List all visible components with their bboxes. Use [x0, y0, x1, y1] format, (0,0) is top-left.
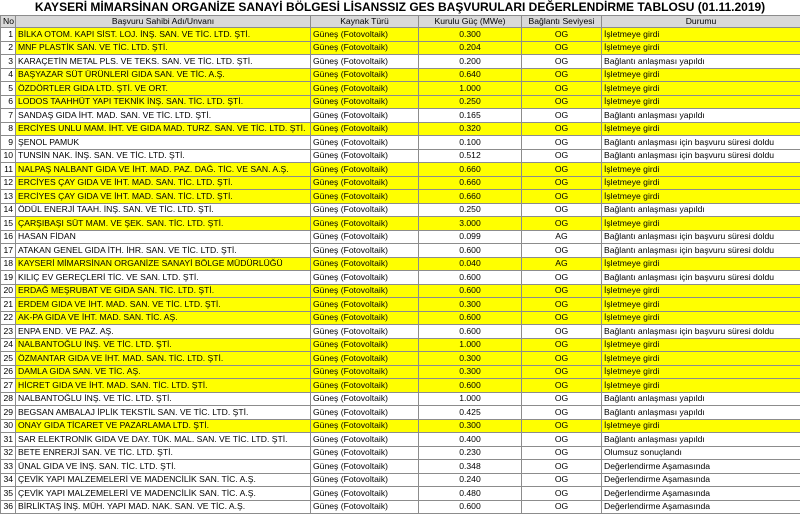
table-row	[1, 244, 800, 258]
cell-level: OG	[522, 446, 602, 460]
table-row	[1, 338, 800, 352]
cell-source: Güneş (Fotovoltaik)	[311, 230, 419, 244]
cell-source: Güneş (Fotovoltaik)	[311, 68, 419, 82]
cell-no: 13	[1, 190, 16, 204]
table-row	[1, 257, 800, 271]
table-row	[1, 136, 800, 150]
table-row	[1, 487, 800, 501]
cell-level: OG	[522, 365, 602, 379]
cell-applicant: ÖZMANTAR GIDA VE İHT. MAD. SAN. TİC. LTD. ŞTİ.	[16, 352, 311, 366]
cell-level: OG	[522, 122, 602, 136]
applications-table	[0, 15, 800, 514]
cell-applicant: HASAN FİDAN	[16, 230, 311, 244]
cell-power: 0.480	[419, 487, 522, 501]
cell-no: 24	[1, 338, 16, 352]
cell-source: Güneş (Fotovoltaik)	[311, 406, 419, 420]
cell-status: İşletmeye girdi	[602, 68, 800, 82]
cell-level: OG	[522, 163, 602, 177]
cell-no: 35	[1, 487, 16, 501]
cell-no: 12	[1, 176, 16, 190]
table-row	[1, 95, 800, 109]
cell-status: İşletmeye girdi	[602, 217, 800, 231]
cell-source: Güneş (Fotovoltaik)	[311, 487, 419, 501]
table-row	[1, 149, 800, 163]
cell-source: Güneş (Fotovoltaik)	[311, 28, 419, 42]
cell-source: Güneş (Fotovoltaik)	[311, 500, 419, 514]
cell-source: Güneş (Fotovoltaik)	[311, 122, 419, 136]
cell-power: 0.600	[419, 311, 522, 325]
cell-level: OG	[522, 352, 602, 366]
cell-status: İşletmeye girdi	[602, 190, 800, 204]
cell-no: 16	[1, 230, 16, 244]
cell-level: OG	[522, 136, 602, 150]
cell-source: Güneş (Fotovoltaik)	[311, 473, 419, 487]
cell-status: Değerlendirme Aşamasında	[602, 460, 800, 474]
cell-power: 0.600	[419, 284, 522, 298]
table-row	[1, 109, 800, 123]
cell-source: Güneş (Fotovoltaik)	[311, 419, 419, 433]
cell-level: OG	[522, 28, 602, 42]
cell-power: 0.600	[419, 325, 522, 339]
cell-source: Güneş (Fotovoltaik)	[311, 433, 419, 447]
cell-source: Güneş (Fotovoltaik)	[311, 149, 419, 163]
header-applicant: Başvuru Sahibi Adı/Unvanı	[16, 16, 311, 28]
cell-status: Bağlantı anlaşması yapıldı	[602, 392, 800, 406]
cell-level: OG	[522, 95, 602, 109]
cell-applicant: ONAY GIDA TİCARET VE PAZARLAMA LTD. ŞTİ.	[16, 419, 311, 433]
cell-source: Güneş (Fotovoltaik)	[311, 203, 419, 217]
cell-applicant: ERDAĞ MEŞRUBAT VE GIDA SAN. TİC. LTD. ŞTİ.	[16, 284, 311, 298]
header-source: Kaynak Türü	[311, 16, 419, 28]
table-row	[1, 365, 800, 379]
cell-source: Güneş (Fotovoltaik)	[311, 338, 419, 352]
cell-no: 33	[1, 460, 16, 474]
cell-no: 25	[1, 352, 16, 366]
cell-status: Bağlantı anlaşması için başvuru süresi doldu	[602, 230, 800, 244]
cell-source: Güneş (Fotovoltaik)	[311, 95, 419, 109]
cell-level: OG	[522, 244, 602, 258]
cell-status: İşletmeye girdi	[602, 122, 800, 136]
cell-source: Güneş (Fotovoltaik)	[311, 163, 419, 177]
cell-level: OG	[522, 82, 602, 96]
cell-level: OG	[522, 55, 602, 69]
cell-source: Güneş (Fotovoltaik)	[311, 352, 419, 366]
table-row	[1, 82, 800, 96]
cell-level: OG	[522, 271, 602, 285]
cell-no: 9	[1, 136, 16, 150]
cell-no: 19	[1, 271, 16, 285]
cell-level: AG	[522, 230, 602, 244]
table-row	[1, 217, 800, 231]
cell-power: 0.600	[419, 500, 522, 514]
table-row	[1, 230, 800, 244]
cell-source: Güneş (Fotovoltaik)	[311, 82, 419, 96]
page-title: KAYSERİ MİMARSİNAN ORGANİZE SANAYİ BÖLGESİ LİSANSSIZ GES BAŞVURULARI DEĞERLENDİRME TABLOSU (01.11.2019)	[0, 0, 800, 15]
cell-status: İşletmeye girdi	[602, 41, 800, 55]
cell-source: Güneş (Fotovoltaik)	[311, 257, 419, 271]
cell-status: İşletmeye girdi	[602, 365, 800, 379]
cell-level: OG	[522, 433, 602, 447]
cell-source: Güneş (Fotovoltaik)	[311, 325, 419, 339]
cell-no: 4	[1, 68, 16, 82]
cell-status: Bağlantı anlaşması yapıldı	[602, 433, 800, 447]
cell-level: OG	[522, 203, 602, 217]
cell-power: 0.300	[419, 28, 522, 42]
table-row	[1, 500, 800, 514]
table-row	[1, 473, 800, 487]
cell-no: 2	[1, 41, 16, 55]
table-row	[1, 298, 800, 312]
cell-level: OG	[522, 419, 602, 433]
cell-power: 0.230	[419, 446, 522, 460]
cell-source: Güneş (Fotovoltaik)	[311, 176, 419, 190]
table-header-row	[1, 16, 800, 28]
cell-no: 22	[1, 311, 16, 325]
cell-power: 0.200	[419, 55, 522, 69]
table-row	[1, 41, 800, 55]
cell-source: Güneş (Fotovoltaik)	[311, 446, 419, 460]
cell-applicant: ÇARŞIBAŞI SÜT MAM. VE ŞEK. SAN. TİC. LTD. ŞTİ.	[16, 217, 311, 231]
cell-level: OG	[522, 298, 602, 312]
cell-level: OG	[522, 41, 602, 55]
cell-status: Bağlantı anlaşması için başvuru süresi doldu	[602, 136, 800, 150]
cell-status: İşletmeye girdi	[602, 163, 800, 177]
cell-source: Güneş (Fotovoltaik)	[311, 190, 419, 204]
cell-level: AG	[522, 257, 602, 271]
cell-power: 0.348	[419, 460, 522, 474]
cell-source: Güneş (Fotovoltaik)	[311, 379, 419, 393]
cell-power: 0.250	[419, 203, 522, 217]
cell-power: 1.000	[419, 392, 522, 406]
cell-power: 0.165	[419, 109, 522, 123]
table-row	[1, 446, 800, 460]
table-row	[1, 325, 800, 339]
cell-level: OG	[522, 500, 602, 514]
cell-no: 28	[1, 392, 16, 406]
cell-status: İşletmeye girdi	[602, 284, 800, 298]
cell-status: Bağlantı anlaşması yapıldı	[602, 406, 800, 420]
cell-power: 0.640	[419, 68, 522, 82]
cell-status: Değerlendirme Aşamasında	[602, 500, 800, 514]
cell-source: Güneş (Fotovoltaik)	[311, 365, 419, 379]
cell-applicant: NALBANTOĞLU İNŞ. VE TİC. LTD. ŞTİ.	[16, 392, 311, 406]
cell-power: 0.250	[419, 95, 522, 109]
cell-no: 27	[1, 379, 16, 393]
cell-status: Bağlantı anlaşması için başvuru süresi doldu	[602, 325, 800, 339]
cell-no: 6	[1, 95, 16, 109]
cell-no: 7	[1, 109, 16, 123]
cell-power: 0.400	[419, 433, 522, 447]
cell-source: Güneş (Fotovoltaik)	[311, 298, 419, 312]
header-power: Kurulu Güç (MWe)	[419, 16, 522, 28]
cell-applicant: SANDAŞ GIDA İHT. MAD. SAN. VE TİC. LTD. ŞTİ.	[16, 109, 311, 123]
table-row	[1, 122, 800, 136]
cell-no: 31	[1, 433, 16, 447]
cell-power: 0.512	[419, 149, 522, 163]
cell-applicant: ATAKAN GENEL GIDA İTH. İHR. SAN. VE TİC. LTD. ŞTİ.	[16, 244, 311, 258]
table-row	[1, 392, 800, 406]
cell-power: 0.300	[419, 352, 522, 366]
cell-applicant: BİLKA OTOM. KAPI SİST. LOJ. İNŞ. SAN. VE TİC. LTD. ŞTİ.	[16, 28, 311, 42]
cell-level: OG	[522, 109, 602, 123]
table-row	[1, 284, 800, 298]
cell-level: OG	[522, 392, 602, 406]
cell-no: 21	[1, 298, 16, 312]
cell-power: 0.300	[419, 365, 522, 379]
cell-no: 5	[1, 82, 16, 96]
cell-power: 0.600	[419, 379, 522, 393]
cell-level: OG	[522, 149, 602, 163]
header-no: No	[1, 16, 16, 28]
cell-status: Bağlantı anlaşması için başvuru süresi doldu	[602, 271, 800, 285]
cell-level: OG	[522, 217, 602, 231]
cell-applicant: ERCİYES UNLU MAM. İHT. VE GIDA MAD. TURZ. SAN. VE TİC. LTD. ŞTİ.	[16, 122, 311, 136]
cell-applicant: ÇEVİK YAPI MALZEMELERİ VE MADENCİLİK SAN. TİC. A.Ş.	[16, 473, 311, 487]
cell-level: OG	[522, 406, 602, 420]
cell-no: 36	[1, 500, 16, 514]
cell-level: OG	[522, 68, 602, 82]
cell-status: İşletmeye girdi	[602, 176, 800, 190]
cell-power: 0.204	[419, 41, 522, 55]
cell-applicant: NALPAŞ NALBANT GIDA VE İHT. MAD. PAZ. DAĞ. TİC. VE SAN. A.Ş.	[16, 163, 311, 177]
table-row	[1, 190, 800, 204]
cell-source: Güneş (Fotovoltaik)	[311, 271, 419, 285]
cell-status: İşletmeye girdi	[602, 257, 800, 271]
table-row	[1, 203, 800, 217]
cell-status: İşletmeye girdi	[602, 95, 800, 109]
cell-source: Güneş (Fotovoltaik)	[311, 55, 419, 69]
cell-level: OG	[522, 284, 602, 298]
cell-applicant: KILIÇ EV GEREÇLERİ TİC. VE SAN. LTD. ŞTİ.	[16, 271, 311, 285]
cell-status: İşletmeye girdi	[602, 28, 800, 42]
cell-power: 0.300	[419, 298, 522, 312]
cell-level: OG	[522, 311, 602, 325]
cell-source: Güneş (Fotovoltaik)	[311, 136, 419, 150]
cell-power: 0.320	[419, 122, 522, 136]
cell-no: 20	[1, 284, 16, 298]
cell-no: 29	[1, 406, 16, 420]
cell-no: 17	[1, 244, 16, 258]
cell-status: İşletmeye girdi	[602, 419, 800, 433]
cell-no: 15	[1, 217, 16, 231]
cell-power: 0.660	[419, 176, 522, 190]
cell-source: Güneş (Fotovoltaik)	[311, 460, 419, 474]
cell-applicant: DAMLA GIDA SAN. VE TİC. AŞ.	[16, 365, 311, 379]
cell-level: OG	[522, 338, 602, 352]
cell-applicant: KARAÇETİN METAL PLS. VE TEKS. SAN. VE TİC. LTD. ŞTİ.	[16, 55, 311, 69]
cell-power: 0.425	[419, 406, 522, 420]
table-row	[1, 55, 800, 69]
table-row	[1, 460, 800, 474]
table-row	[1, 406, 800, 420]
table-row	[1, 352, 800, 366]
cell-source: Güneş (Fotovoltaik)	[311, 244, 419, 258]
cell-source: Güneş (Fotovoltaik)	[311, 109, 419, 123]
cell-power: 0.100	[419, 136, 522, 150]
cell-no: 11	[1, 163, 16, 177]
table-row	[1, 176, 800, 190]
cell-no: 3	[1, 55, 16, 69]
cell-status: İşletmeye girdi	[602, 338, 800, 352]
table-body	[1, 28, 800, 514]
cell-applicant: ERCİYES ÇAY GIDA VE İHT. MAD. SAN. TİC. LTD. ŞTİ.	[16, 176, 311, 190]
cell-power: 0.040	[419, 257, 522, 271]
cell-power: 0.660	[419, 163, 522, 177]
cell-status: Değerlendirme Aşamasında	[602, 487, 800, 501]
table-row	[1, 311, 800, 325]
cell-status: İşletmeye girdi	[602, 352, 800, 366]
cell-no: 32	[1, 446, 16, 460]
cell-applicant: ÜNAL GIDA VE İNŞ. SAN. TİC. LTD. ŞTİ.	[16, 460, 311, 474]
cell-applicant: ÖDÜL ENERJİ TAAH. İNŞ. SAN. VE TİC. LTD. ŞTİ.	[16, 203, 311, 217]
cell-power: 1.000	[419, 338, 522, 352]
cell-status: İşletmeye girdi	[602, 298, 800, 312]
cell-applicant: BEGSAN AMBALAJ İPLİK TEKSTİL SAN. VE TİC. LTD. ŞTİ.	[16, 406, 311, 420]
table-row	[1, 271, 800, 285]
cell-level: OG	[522, 379, 602, 393]
cell-no: 10	[1, 149, 16, 163]
cell-status: Bağlantı anlaşması yapıldı	[602, 55, 800, 69]
cell-source: Güneş (Fotovoltaik)	[311, 392, 419, 406]
cell-status: İşletmeye girdi	[602, 379, 800, 393]
cell-status: Bağlantı anlaşması için başvuru süresi doldu	[602, 149, 800, 163]
cell-applicant: MNF PLASTİK SAN. VE TİC. LTD. ŞTİ.	[16, 41, 311, 55]
cell-applicant: ÇEVİK YAPI MALZEMELERİ VE MADENCİLİK SAN. TİC. A.Ş.	[16, 487, 311, 501]
header-status: Durumu	[602, 16, 800, 28]
cell-level: OG	[522, 487, 602, 501]
cell-applicant: BETE ENRERJİ SAN. VE TİC. LTD. ŞTİ.	[16, 446, 311, 460]
table-row	[1, 68, 800, 82]
table-row	[1, 419, 800, 433]
cell-no: 30	[1, 419, 16, 433]
cell-applicant: LODOS TAAHHÜT YAPI TEKNİK İNŞ. SAN. TİC. LTD. ŞTİ.	[16, 95, 311, 109]
cell-power: 0.099	[419, 230, 522, 244]
table-row	[1, 433, 800, 447]
cell-status: İşletmeye girdi	[602, 311, 800, 325]
cell-applicant: SAR ELEKTRONİK GIDA VE DAY. TÜK. MAL. SAN. VE TİC. LTD. ŞTİ.	[16, 433, 311, 447]
cell-applicant: KAYSERİ MİMARSİNAN ORGANİZE SANAYİ BÖLGE MÜDÜRLÜĞÜ	[16, 257, 311, 271]
cell-source: Güneş (Fotovoltaik)	[311, 41, 419, 55]
cell-status: Olumsuz sonuçlandı	[602, 446, 800, 460]
cell-applicant: NALBANTOĞLU İNŞ. VE TİC. LTD. ŞTİ.	[16, 338, 311, 352]
cell-power: 0.600	[419, 244, 522, 258]
cell-applicant: ÖZDÖRTLER GIDA LTD. ŞTİ. VE ORT.	[16, 82, 311, 96]
cell-status: Bağlantı anlaşması yapıldı	[602, 203, 800, 217]
cell-applicant: TUNSİN NAK. İNŞ. SAN. VE TİC. LTD. ŞTİ.	[16, 149, 311, 163]
cell-no: 1	[1, 28, 16, 42]
cell-status: İşletmeye girdi	[602, 82, 800, 96]
cell-power: 3.000	[419, 217, 522, 231]
cell-level: OG	[522, 176, 602, 190]
cell-status: Değerlendirme Aşamasında	[602, 473, 800, 487]
cell-no: 8	[1, 122, 16, 136]
cell-no: 14	[1, 203, 16, 217]
table-row	[1, 163, 800, 177]
header-level: Bağlantı Seviyesi	[522, 16, 602, 28]
cell-source: Güneş (Fotovoltaik)	[311, 311, 419, 325]
cell-power: 0.660	[419, 190, 522, 204]
cell-applicant: ERCİYES ÇAY GIDA VE İHT. MAD. SAN. TİC. LTD. ŞTİ.	[16, 190, 311, 204]
cell-power: 0.600	[419, 271, 522, 285]
cell-status: Bağlantı anlaşması için başvuru süresi doldu	[602, 244, 800, 258]
cell-applicant: ENPA END. VE PAZ. AŞ.	[16, 325, 311, 339]
cell-applicant: ERDEM GIDA VE İHT. MAD. SAN. VE TİC. LTD. ŞTİ.	[16, 298, 311, 312]
cell-no: 23	[1, 325, 16, 339]
cell-power: 0.300	[419, 419, 522, 433]
cell-source: Güneş (Fotovoltaik)	[311, 284, 419, 298]
cell-applicant: BİRLİKTAŞ İNŞ. MÜH. YAPI MAD. NAK. SAN. VE TİC. A.Ş.	[16, 500, 311, 514]
cell-power: 1.000	[419, 82, 522, 96]
cell-level: OG	[522, 325, 602, 339]
cell-no: 26	[1, 365, 16, 379]
cell-applicant: AK-PA GIDA VE İHT. MAD. SAN. TİC. AŞ.	[16, 311, 311, 325]
cell-source: Güneş (Fotovoltaik)	[311, 217, 419, 231]
cell-applicant: BAŞYAZAR SÜT ÜRÜNLERİ GIDA SAN. VE TİC. A.Ş.	[16, 68, 311, 82]
cell-no: 18	[1, 257, 16, 271]
cell-applicant: HİCRET GIDA VE İHT. MAD. SAN. TİC. LTD. ŞTİ.	[16, 379, 311, 393]
table-row	[1, 28, 800, 42]
cell-applicant: ŞENOL PAMUK	[16, 136, 311, 150]
cell-level: OG	[522, 460, 602, 474]
cell-no: 34	[1, 473, 16, 487]
table-row	[1, 379, 800, 393]
cell-status: Bağlantı anlaşması yapıldı	[602, 109, 800, 123]
cell-power: 0.240	[419, 473, 522, 487]
cell-level: OG	[522, 473, 602, 487]
cell-level: OG	[522, 190, 602, 204]
